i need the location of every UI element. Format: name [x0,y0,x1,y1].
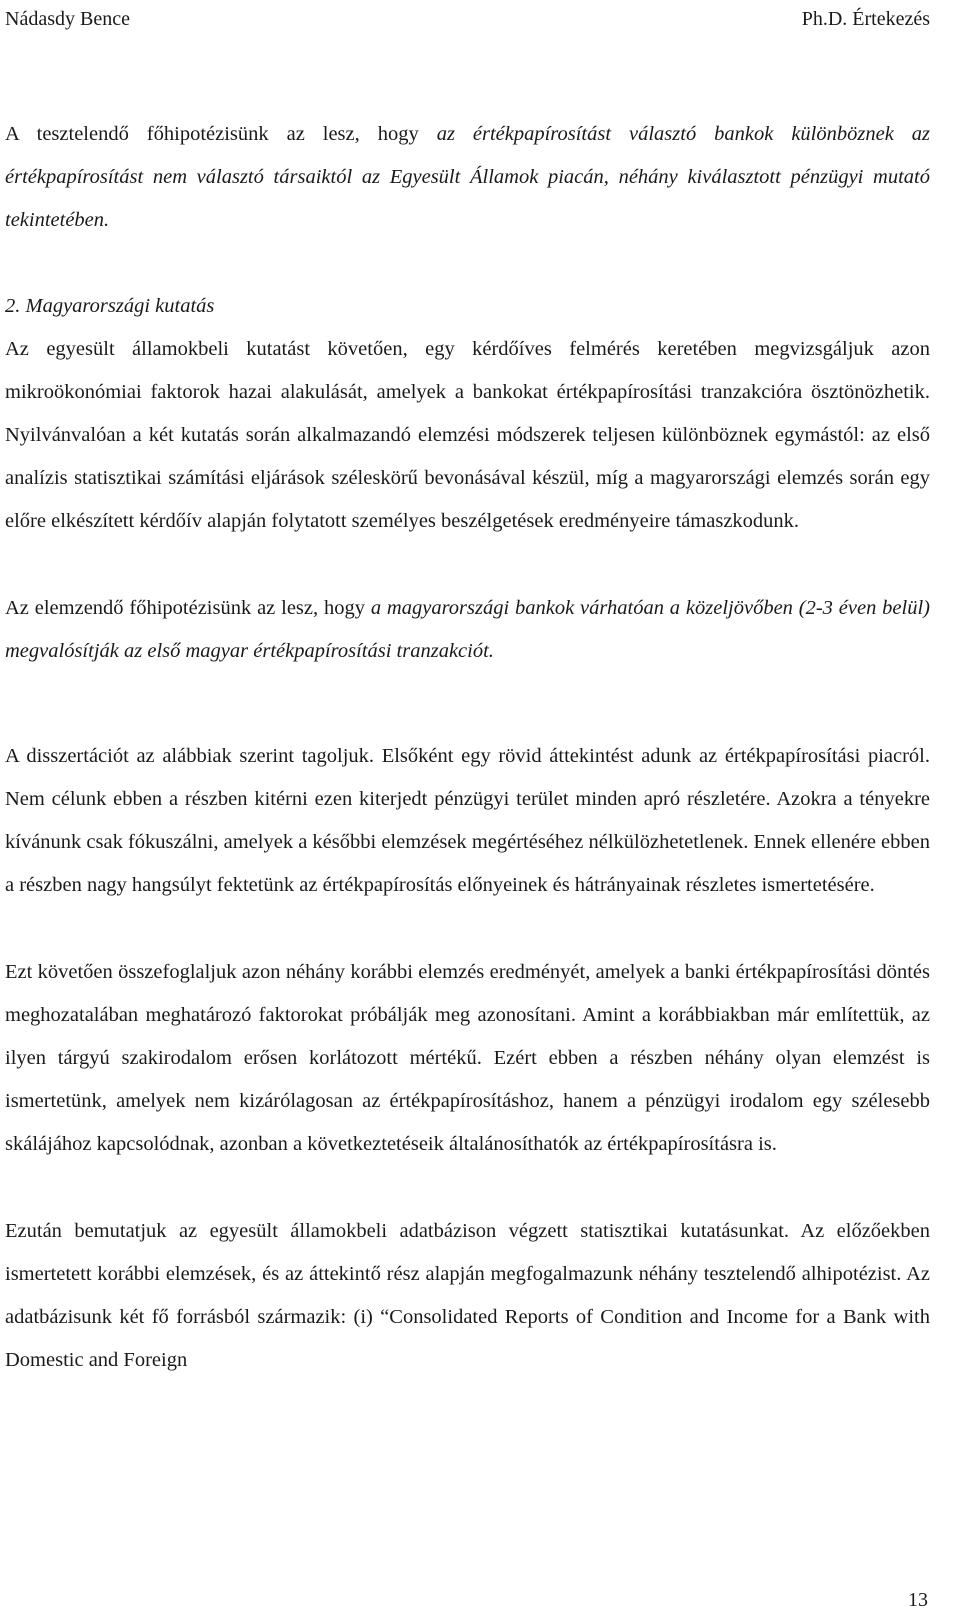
hungarian-research-paragraph: Az egyesült államokbeli kutatást követően, egy kérdőíves felmérés keretében megvizsgáljuk azon mikroökonómiai faktorok hazai alakulását, amelyek a bankokat értékpapírosítási tranzakcióra ösztönözhetik. Nyilvánvalóan a két kutatás során alkalmazandó elemzési módszerek teljesen különböznek egymástól: az első analízis statisztikai számítási eljárások széleskörű bevonásával készül, míg a magyarországi elemzés során egy előre elkészített kérdőív alapján folytatott személyes beszélgetések eredményeire támaszkodunk. [5,338,930,532]
main-hypothesis-statement: az értékpapírosítást választó bankok különböznek az értékpapírosítást nem választó társaiktól az Egyesült Államok piacán, néhány kiválasztott pénzügyi mutató tekintetében. [5,123,930,231]
page-header [5,4,930,34]
us-research-paragraph: Ezután bemutatjuk az egyesült államokbeli adatbázison végzett statisztikai kutatásunkat. Az előzőekben ismertetett korábbi elemzések, és az áttekintő rész alapján megfogalmazunk néhány tesztelendő alhipotézist. Az adatbázisunk két fő forrásból származik: (i) “Consolidated Reports of Condition and Income for a Bank with Domestic and Foreign [5,1220,930,1371]
dissertation-structure-paragraph: A disszertációt az alábbiak szerint tagoljuk. Elsőként egy rövid áttekintést adunk az értékpapírosítási piacról. Nem célunk ebben a részben kitérni ezen kiterjedt pénzügyi terület minden apró részletére. Azokra a tényekre kívánunk csak fókuszálni, amelyek a későbbi elemzések megértéséhez nélkülözhetetlenek. Ennek ellenére ebben a részben nagy hangsúlyt fektetünk az értékpapírosítás előnyeinek és hátrányainak részletes ismertetésére. [5,745,930,896]
header-author: Nádasdy Bence [5,8,130,30]
hungarian-hypothesis-lead: Az elemzendő főhipotézisünk az lesz, hogy [5,597,371,619]
main-hypothesis-paragraph [5,113,930,242]
literature-review-paragraph: Ezt követően összefoglaljuk azon néhány korábbi elemzés eredményét, amelyek a banki értékpapírosítási döntés meghozatalában meghatározó faktorokat próbálják meg azonosítani. Amint a korábbiakban már említettük, az ilyen tárgyú szakirodalom erősen korlátozott mértékű. Ezért ebben a részben néhány olyan elemzést is ismertetünk, amelyek nem kizárólagosan az értékpapírosításhoz, hanem a pénzügyi irodalom egy szélesebb skálájához kapcsolódnak, azonban a következtetéseik általánosíthatók az értékpapírosításra is. [5,961,930,1155]
hungarian-hypothesis-statement: a magyarországi bankok várhatóan a közeljövőben (2-3 éven belül) megvalósítják az első magyar értékpapírosítási tranzakciót. [5,597,930,662]
page-body [5,113,930,1382]
header-document-type: Ph.D. Értekezés [801,8,930,30]
section-heading: 2. Magyarországi kutatás [5,295,215,317]
hungarian-hypothesis-paragraph [5,587,930,673]
main-hypothesis-lead: A tesztelendő főhipotézisünk az lesz, hogy [5,123,437,145]
page-number: 13 [908,1589,928,1611]
